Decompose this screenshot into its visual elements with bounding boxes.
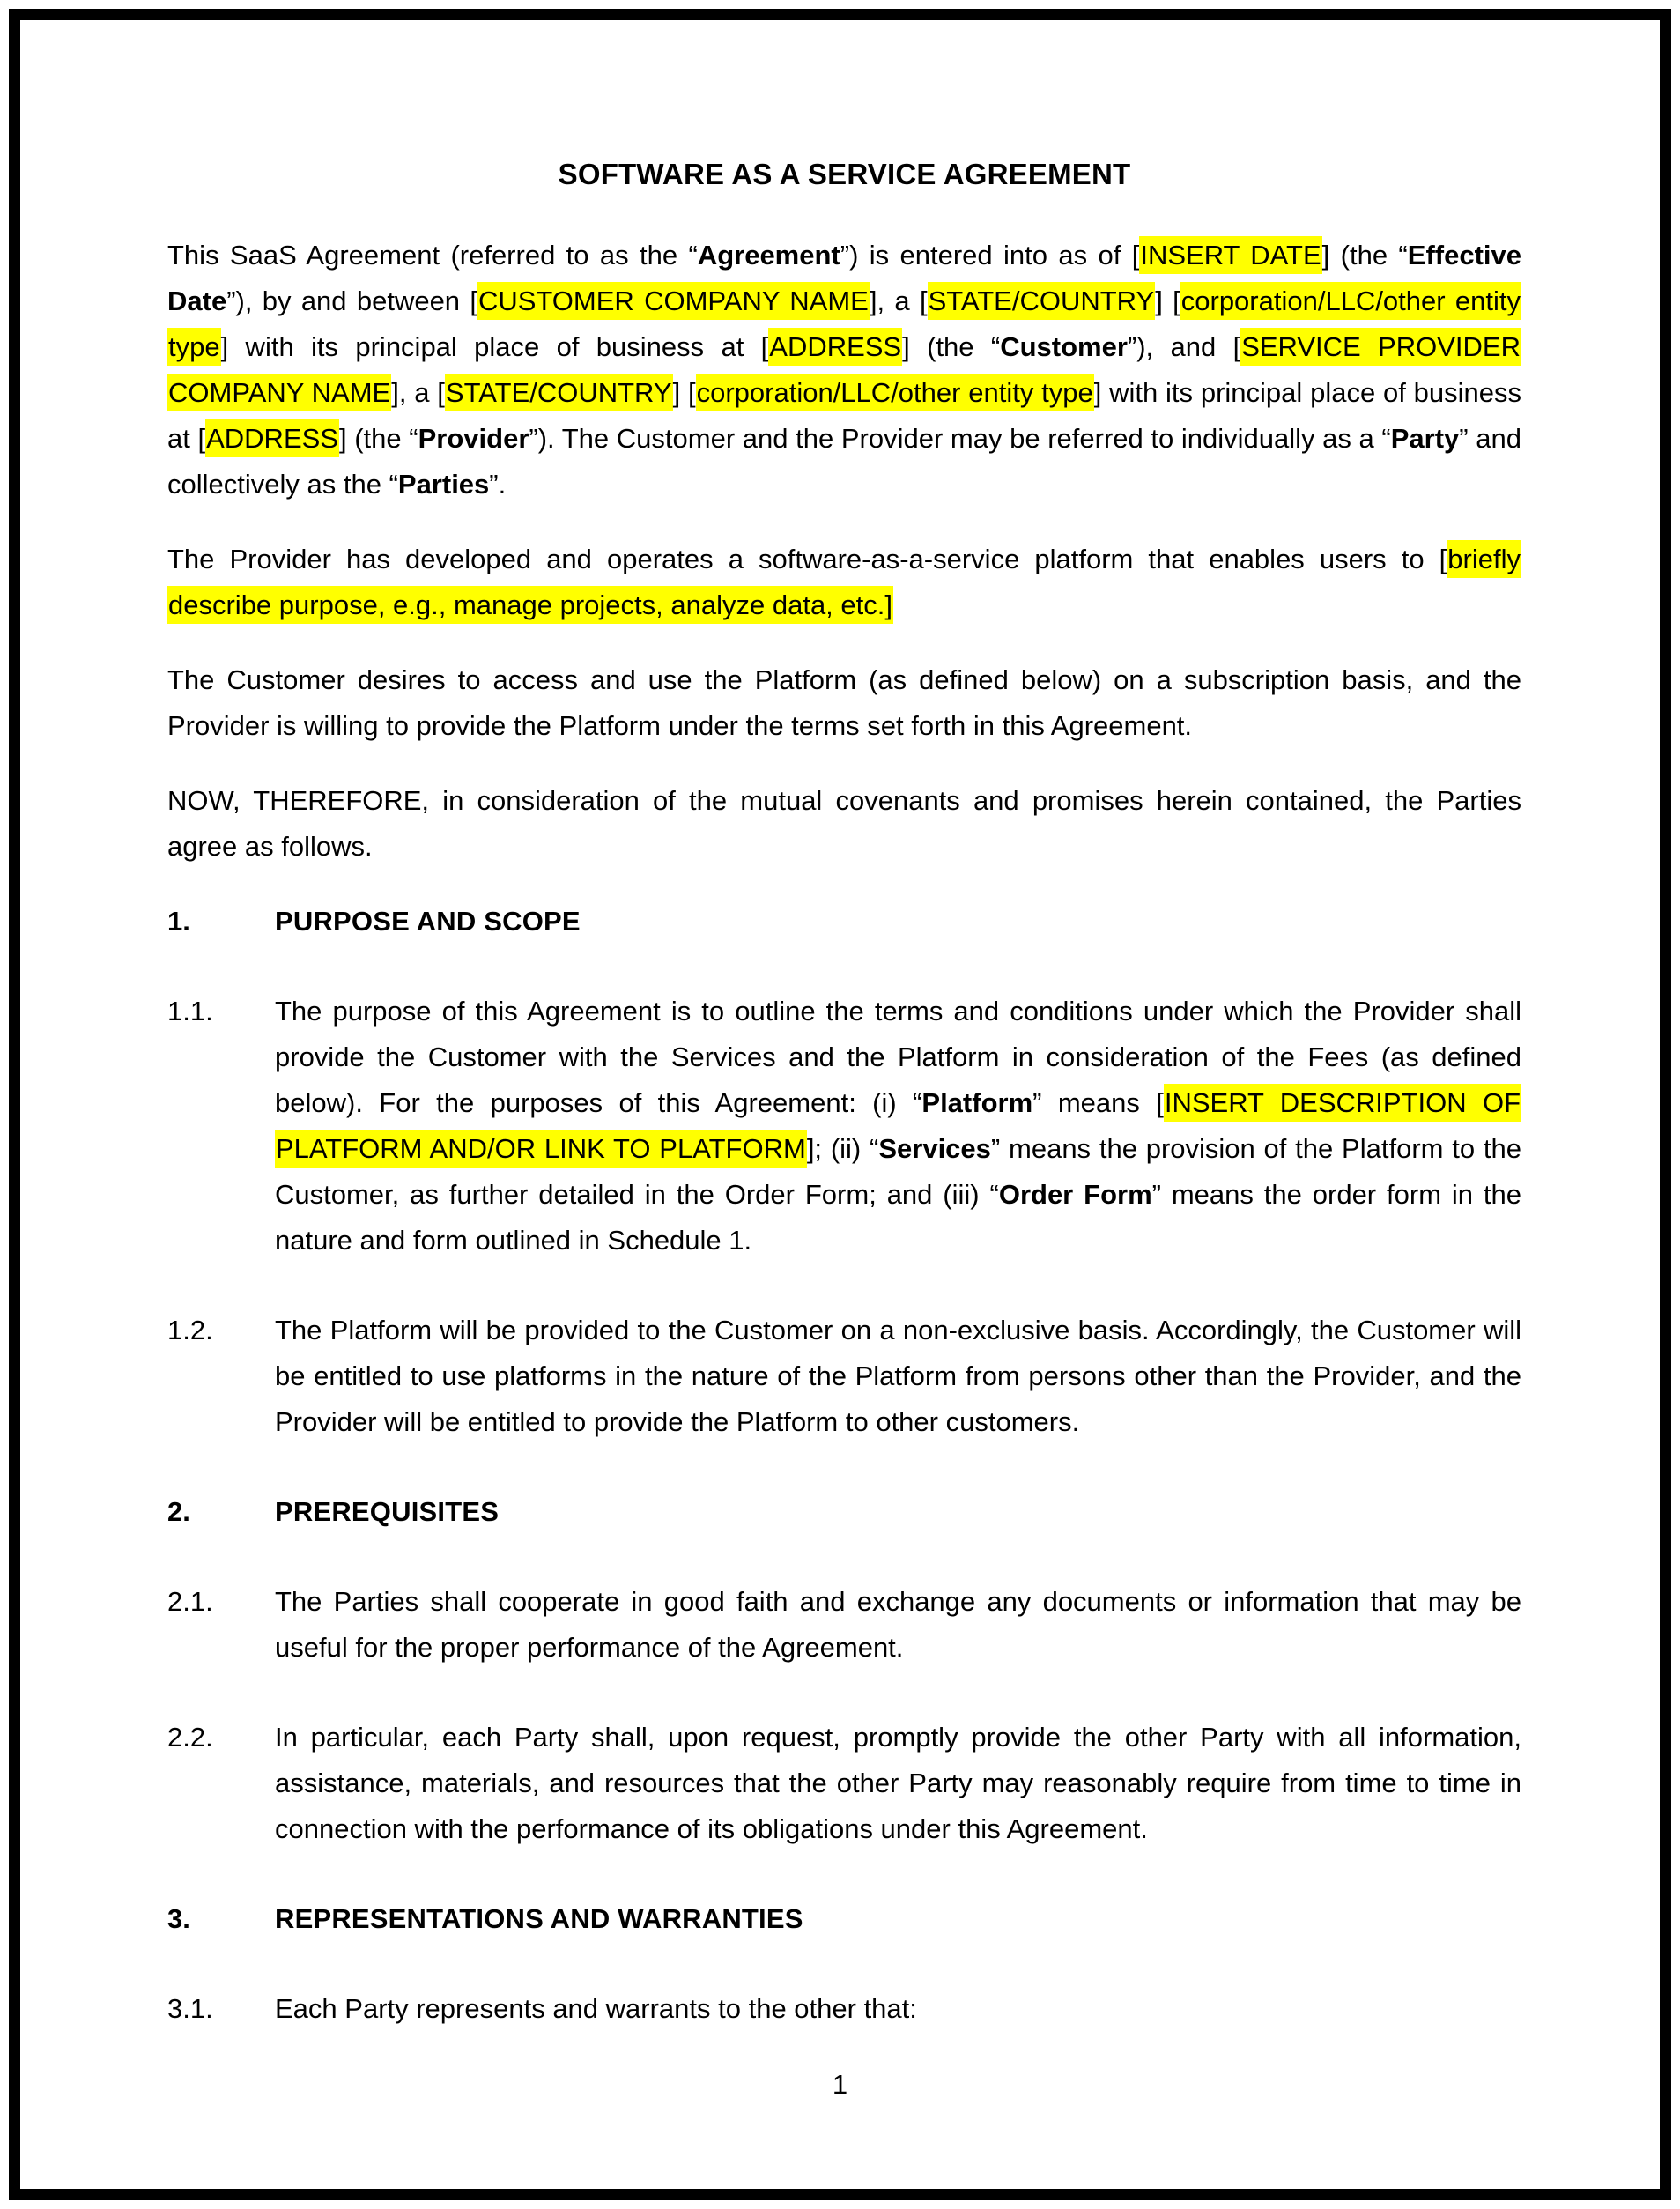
document-title: SOFTWARE AS A SERVICE AGREEMENT (558, 158, 1131, 190)
clause-number: 2.2. (167, 1722, 213, 1753)
section-title: PREREQUISITES (275, 1496, 500, 1527)
bold-run: Party (1390, 423, 1460, 454)
text-run: ] with its principal place of business at [ (220, 331, 769, 362)
text-run: ”). The Customer and the Provider may be referred to individually as a “ (529, 423, 1391, 454)
text-run: ”), and [ (1127, 331, 1241, 362)
bold-run: Customer (1000, 331, 1128, 362)
highlight-run: corporation/LLC/other entity type (696, 374, 1094, 411)
bold-run: Services (878, 1133, 991, 1164)
document-content (167, 0, 1521, 2076)
clause-item (167, 989, 1521, 1264)
text-run: ] (the “ (902, 331, 1001, 362)
text-run: The Provider has developed and operates a software-as-a-service platform that enables users to [ (167, 544, 1447, 574)
text-run: ] [ (672, 377, 696, 408)
text-run: ” and collectively as the “ (167, 423, 1521, 500)
paragraph (167, 657, 1521, 749)
text-run: ”), by and between [ (226, 285, 477, 316)
text-run: ] (the “ (338, 423, 418, 454)
text-run: ” means the provision of the Platform to the Customer, as further detailed in the Order Form; and (iii) “ (275, 1133, 1521, 1210)
text-run: ” means [ (1032, 1087, 1164, 1118)
bold-run: Platform (921, 1087, 1033, 1118)
highlight-run: SERVICE PROVIDER COMPANY NAME (167, 328, 1521, 411)
highlight-run: CUSTOMER COMPANY NAME (477, 282, 870, 320)
numbered-sections (167, 899, 1521, 2032)
highlight-run: ADDRESS (205, 419, 339, 457)
bold-run: Parties (397, 469, 490, 500)
text-run: Each Party represents and warrants to the other that: (275, 1993, 917, 2024)
highlight-run: STATE/COUNTRY (445, 374, 673, 411)
text-run: ], a [ (391, 377, 445, 408)
section-title: PURPOSE AND SCOPE (275, 906, 581, 937)
text-run: ” means the order form in the nature and form outlined in Schedule 1. (275, 1179, 1522, 1256)
text-run: ] [ (1155, 285, 1180, 316)
text-run: ], a [ (869, 285, 928, 316)
clause-item (167, 1308, 1521, 1445)
highlight-run: INSERT DESCRIPTION OF PLATFORM AND/OR LINK TO PLATFORM (275, 1084, 1521, 1168)
clause-text (275, 1308, 1521, 1445)
bold-run: Order Form (998, 1179, 1152, 1210)
text-run: ”) is entered into as of [ (840, 240, 1140, 271)
text-run: The purpose of this Agreement is to outline the terms and conditions under which the Provider shall provide the Customer with the Services and the Platform in consideration of the Fees (as defined below). For the purposes of this Agreement: (i) “ (275, 996, 1521, 1118)
text-run: NOW, THEREFORE, in consideration of the mutual covenants and promises herein contained, the Parties agree as follows. (167, 785, 1521, 862)
clause-text (275, 989, 1521, 1264)
clause-item (167, 1715, 1521, 1852)
text-run: ]; (ii) “ (806, 1133, 879, 1164)
section-heading (167, 899, 1521, 945)
clause-number: 1.2. (167, 1315, 213, 1345)
section-number: 1. (167, 906, 190, 937)
text-run: The Customer desires to access and use the Platform (as defined below) on a subscription basis, and the Provider is willing to provide the Platform under the terms set forth in this Agreement. (167, 664, 1521, 741)
text-run: ] (the “ (1321, 240, 1408, 271)
section-number: 2. (167, 1496, 190, 1527)
intro-paragraphs (167, 233, 1521, 870)
page-number: 1 (832, 2069, 848, 2100)
paragraph (167, 778, 1521, 870)
clause-number: 2.1. (167, 1586, 213, 1617)
clause-text (275, 1715, 1521, 1852)
highlight-run: ADDRESS (768, 328, 902, 366)
text-run: The Parties shall cooperate in good faith and exchange any documents or information that may be useful for the proper performance of the Agreement. (275, 1586, 1521, 1663)
text-run: The Platform will be provided to the Customer on a non-exclusive basis. Accordingly, the Customer will be entitled to use platforms in the nature of the Platform from persons other than the Provider, and the Provider will be entitled to provide the Platform to other customers. (275, 1315, 1521, 1437)
section-number: 3. (167, 1903, 190, 1934)
text-run: ] with its principal place of business at [ (167, 377, 1521, 454)
clause-number: 3.1. (167, 1993, 213, 2024)
text-run: In particular, each Party shall, upon request, promptly provide the other Party with all information, assistance, materials, and resources that the other Party may reasonably require from time to time in connection with the performance of its obligations under this Agreement. (275, 1722, 1521, 1844)
bold-run: Effective Date (167, 240, 1521, 316)
clause-text (275, 1579, 1521, 1671)
highlight-run: briefly describe purpose, e.g., manage projects, analyze data, etc.] (167, 540, 1521, 624)
paragraph (167, 537, 1521, 628)
clause-item (167, 1986, 1521, 2032)
paragraph (167, 233, 1521, 508)
highlight-run: corporation/LLC/other entity type (167, 282, 1521, 366)
section-heading (167, 1896, 1521, 1942)
text-run: ”. (489, 469, 507, 500)
section-heading (167, 1489, 1521, 1535)
text-run: This SaaS Agreement (referred to as the “ (167, 240, 698, 271)
bold-run: Provider (418, 423, 529, 454)
clause-number: 1.1. (167, 996, 213, 1027)
bold-run: Agreement (697, 240, 840, 271)
section-title: REPRESENTATIONS AND WARRANTIES (275, 1903, 803, 1934)
clause-item (167, 1579, 1521, 1671)
highlight-run: INSERT DATE (1139, 236, 1321, 274)
clause-text (275, 1986, 1521, 2032)
highlight-run: STATE/COUNTRY (928, 282, 1156, 320)
